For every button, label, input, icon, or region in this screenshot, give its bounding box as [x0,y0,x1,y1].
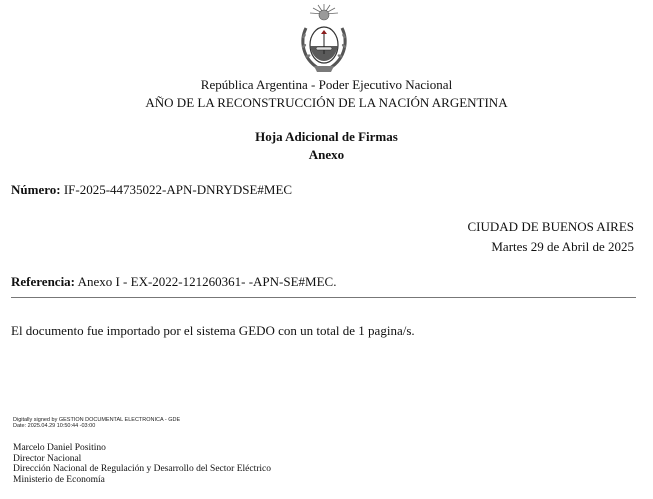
signer-ministry: Ministerio de Economía [13,474,105,485]
document-reference-value: Anexo I - EX-2022-121260361- -APN-SE#MEC. [77,274,337,289]
document-city: CIUDAD DE BUENOS AIRES [467,219,634,234]
document-date: Martes 29 de Abril de 2025 [491,239,634,254]
divider [11,297,636,298]
document-title: Hoja Adicional de Firmas [255,129,398,144]
document-number [11,182,292,198]
signer-position: Director Nacional [13,453,82,464]
signature-stamp-line-2: Date: 2025.04.29 10:50:44 -03:00 [13,423,96,429]
document-reference [11,274,336,290]
document-reference-label: Referencia: [11,274,76,289]
argentina-coat-of-arms-icon [296,2,352,76]
document-body: El documento fue importado por el sistema GEDO con un total de 1 pagina/s. [11,323,415,338]
signature-stamp-line-1: Digitally signed by GESTION DOCUMENTAL ELECTRONICA - GDE [13,417,181,423]
header-line-1: República Argentina - Poder Ejecutivo Nacional [200,77,453,92]
document-subtitle: Anexo [308,147,345,162]
document-number-value: IF-2025-44735022-APN-DNRYDSE#MEC [63,182,293,197]
signer-name: Marcelo Daniel Positino [13,443,106,453]
signer-office: Dirección Nacional de Regulación y Desarrollo del Sector Eléctrico [13,464,271,475]
header-line-2: AÑO DE LA RECONSTRUCCIÓN DE LA NACIÓN ARGENTINA [145,95,508,110]
signer-block [13,443,271,485]
document-number-label: Número: [11,182,61,197]
digital-signature-stamp [13,417,180,429]
